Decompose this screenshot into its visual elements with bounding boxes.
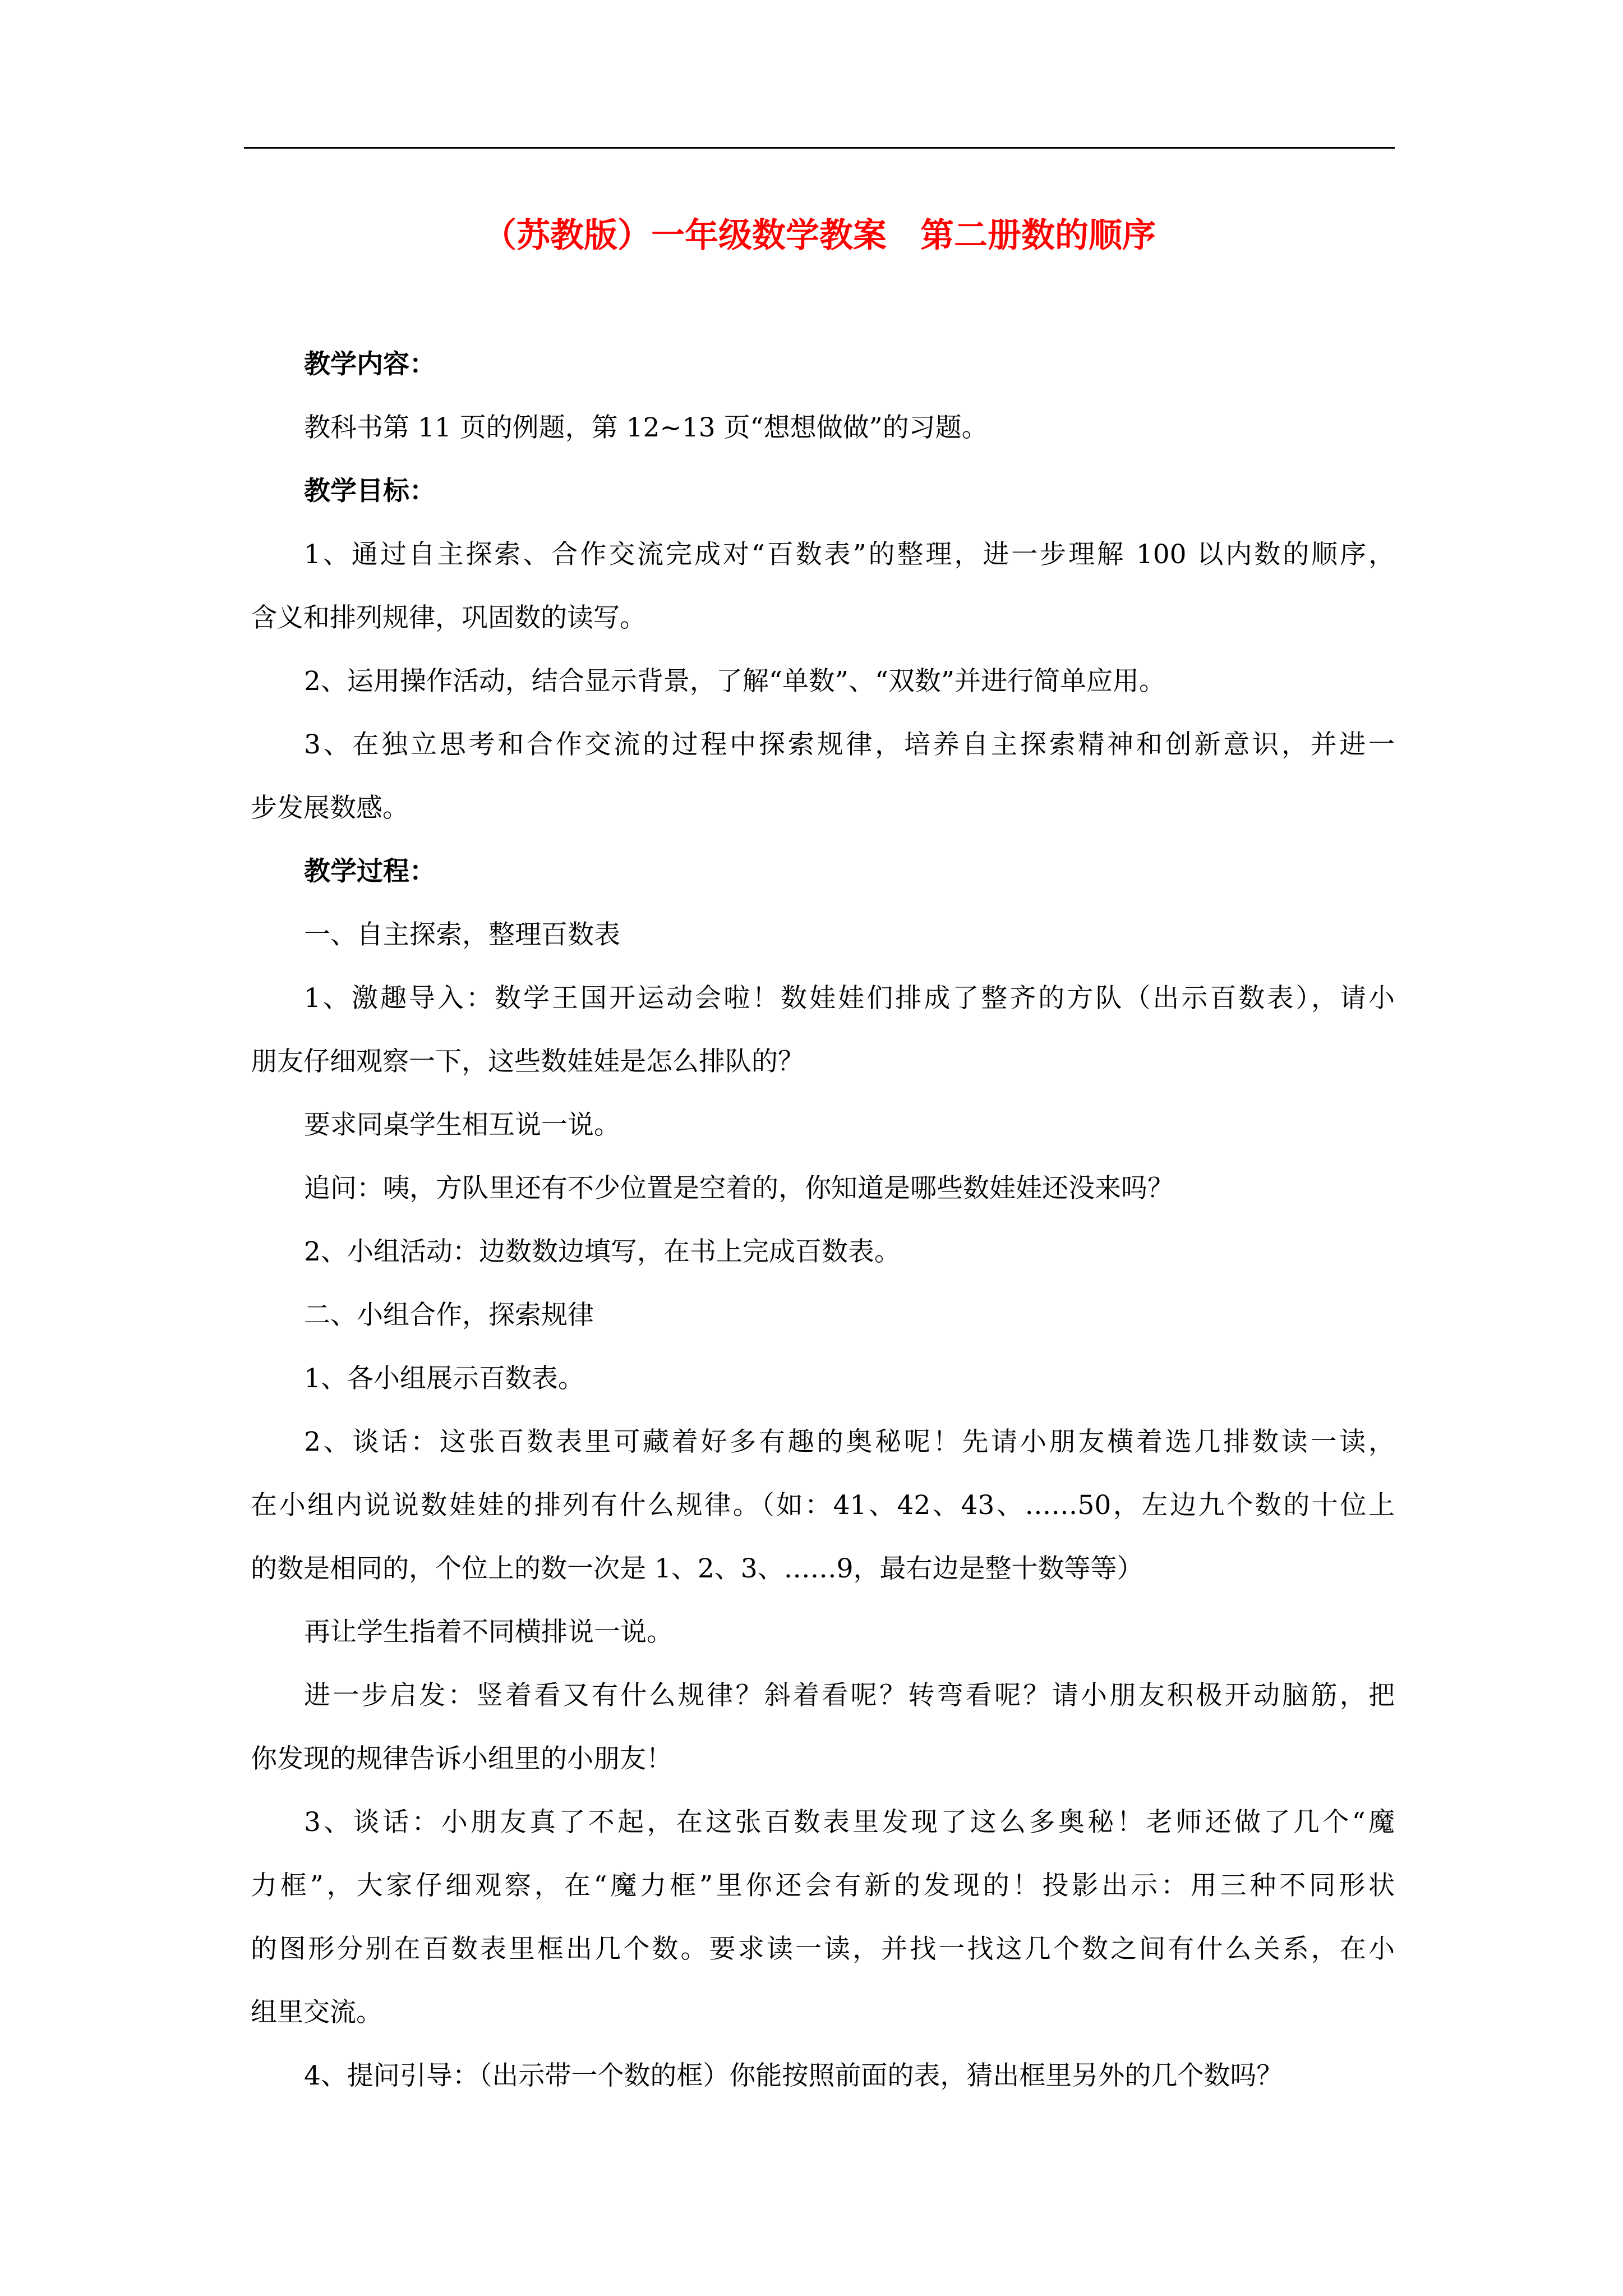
header-rule (244, 147, 1395, 149)
paragraph-line: 3、在独立思考和合作交流的过程中探索规律，培养自主探索精神和创新意识，并进一 (304, 729, 1395, 760)
paragraph-line: 要求同桌学生相互说一说。 (304, 1110, 620, 1140)
paragraph-line: 你发现的规律告诉小组里的小朋友！ (251, 1743, 672, 1774)
paragraph-line: 力框”，大家仔细观察，在“魔力框”里你还会有新的发现的！投影出示：用三种不同形状 (251, 1870, 1395, 1901)
section-heading-goals: 教学目标： (304, 476, 436, 507)
paragraph-line: 的图形分别在百数表里框出几个数。要求读一读，并找一找这几个数之间有什么关系，在小 (251, 1934, 1395, 1964)
paragraph-line: 一、自主探索，整理百数表 (304, 919, 620, 950)
paragraph-line: 3、谈话：小朋友真了不起，在这张百数表里发现了这么多奥秘！老师还做了几个“魔 (304, 1807, 1395, 1838)
paragraph-line: 1、各小组展示百数表。 (304, 1363, 584, 1394)
paragraph-line: 朋友仔细观察一下，这些数娃娃是怎么排队的？ (251, 1046, 804, 1077)
paragraph-line: 组里交流。 (251, 1997, 382, 2028)
title-main: （苏教版）一年级数学教案 (483, 216, 887, 255)
paragraph-line: 二、小组合作，探索规律 (304, 1300, 594, 1331)
section-heading-content: 教学内容： (304, 349, 436, 380)
paragraph-line: 1、通过自主探索、合作交流完成对“百数表”的整理，进一步理解 100 以内数的顺序， (304, 539, 1395, 570)
paragraph-line: 教科书第 11 页的例题，第 12~13 页“想想做做”的习题。 (304, 412, 988, 443)
paragraph-line: 1、激趣导入：数学王国开运动会啦！数娃娃们排成了整齐的方队（出示百数表），请小 (304, 983, 1395, 1014)
paragraph-line: 在小组内说说数娃娃的排列有什么规律。（如：41、42、43、……50，左边九个数的十位上 (251, 1490, 1395, 1521)
paragraph-line: 的数是相同的，个位上的数一次是 1、2、3、……9，最右边是整十数等等） (251, 1553, 1144, 1584)
paragraph-line: 含义和排列规律，巩固数的读写。 (251, 602, 646, 633)
document-title (244, 208, 1395, 264)
paragraph-line: 4、提问引导：（出示带一个数的框）你能按照前面的表，猜出框里另外的几个数吗？ (304, 2060, 1283, 2091)
paragraph-line: 2、谈话：这张百数表里可藏着好多有趣的奥秘呢！先请小朋友横着选几排数读一读， (304, 1427, 1395, 1457)
paragraph-line: 进一步启发：竖着看又有什么规律？斜着看呢？转弯看呢？请小朋友积极开动脑筋，把 (304, 1680, 1395, 1711)
paragraph-line: 2、运用操作活动，结合显示背景，了解“单数”、“双数”并进行简单应用。 (304, 666, 1166, 697)
paragraph-line: 追问：咦，方队里还有不少位置是空着的，你知道是哪些数娃娃还没来吗？ (304, 1173, 1174, 1204)
paragraph-line: 步发展数感。 (251, 793, 409, 823)
title-sub: 第二册数的顺序 (920, 216, 1156, 255)
section-heading-process: 教学过程： (304, 856, 436, 887)
paragraph-line: 2、小组活动：边数数边填写，在书上完成百数表。 (304, 1236, 901, 1267)
paragraph-line: 再让学生指着不同横排说一说。 (304, 1617, 673, 1648)
